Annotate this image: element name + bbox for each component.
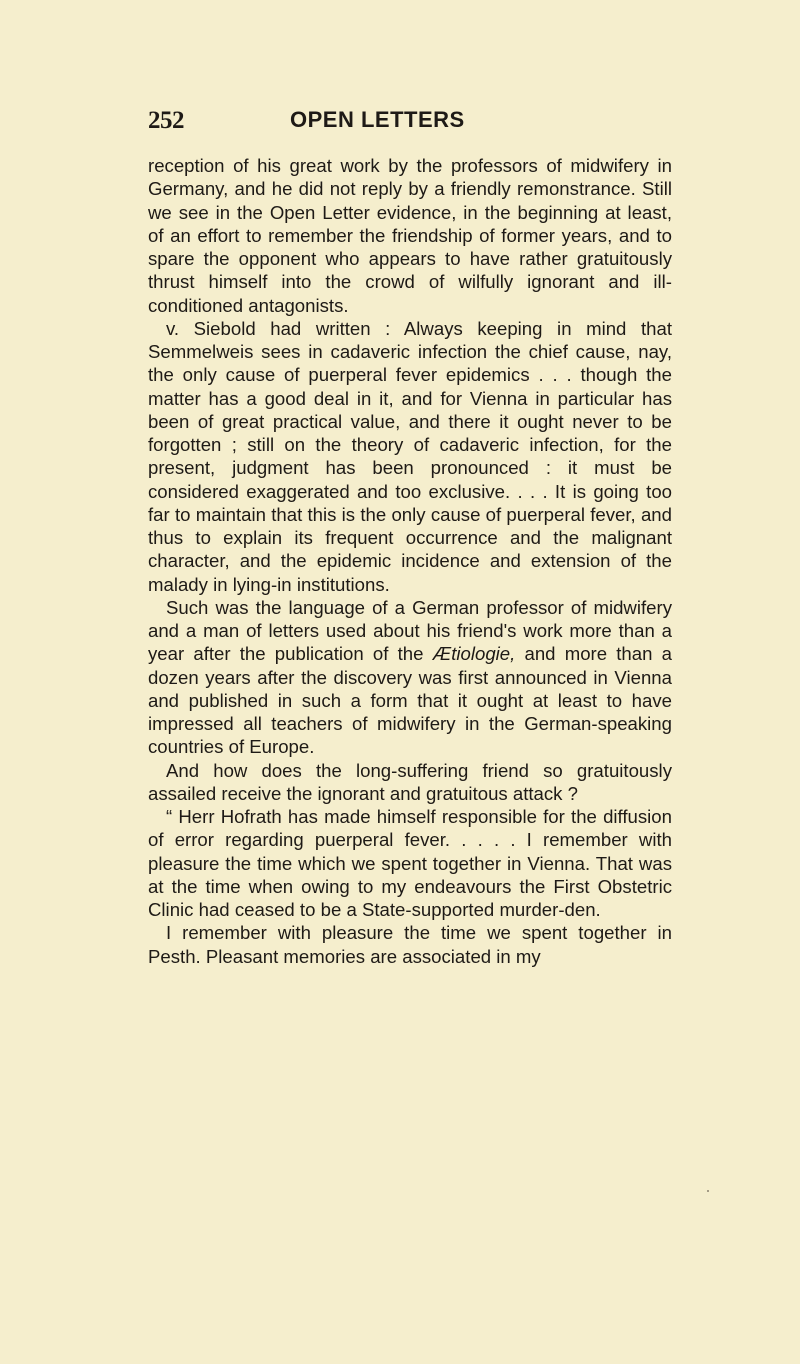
paragraph-question: And how does the long-suffering friend so gratuitously assailed receive the ignorant and gratuitous attack ? <box>148 759 672 804</box>
body-text <box>148 154 672 968</box>
paragraph-language-start: Such was the language of a German professor of midwifery and a man of letters used about his friend's work more than a year after the publication of the <box>148 596 672 665</box>
paragraph-pesth: I remember with pleasure the time we spent together in Pesth. Pleasant memories are associated in my <box>148 922 672 967</box>
paragraph-language-end: and more than a dozen years after the discovery was first announced in Vienna and published in such a form that it ought at least to have impressed all teachers of midwifery in the German-speaking countries of Europe. <box>148 643 672 758</box>
paragraph-siebold-quote: v. Siebold had written : Always keeping in mind that Semmelweis sees in cadaveric infection the chief cause, nay, the only cause of puerperal fever epidemics . . . though the matter has a good deal in it, and for Vienna in particular has been of great practical value, and there it ought never to be forgotten ; still on the theory of cadaveric infection, for the present, judgment has been pronounced : it must be considered exaggerated and too exclusive. . . . It is going too far to maintain that this is the only cause of puerperal fever, and thus to explain its frequent occurrence and the malignant character, and the epidemic incidence and extension of the malady in lying-in institutions. <box>148 317 672 595</box>
running-head: OPEN LETTERS <box>290 107 465 132</box>
paragraph-semmelweis-reply: “ Herr Hofrath has made himself responsible for the diffusion of error regarding puerperal fever. . . . . I remember with pleasure the time which we spent together in Vienna. That was at the time when owing to my endeavours the First Obstetric Clinic had ceased to be a State-supported murder-den. <box>148 806 672 920</box>
paragraph-continued: reception of his great work by the professors of midwifery in Germany, and he did not reply by a friendly remonstrance. Still we see in the Open Letter evidence, in the beginning at least, of an effort to remember the friendship of former years, and to spare the opponent who appears to have rather gratuitously thrust himself into the crowd of wilfully ignorant and ill-conditioned antagonists. <box>148 155 672 316</box>
page-number: 252 <box>148 107 184 134</box>
paragraph-language <box>148 596 672 759</box>
page-header <box>148 107 668 141</box>
book-title-aetiologie: Ætiologie, <box>432 643 516 665</box>
paper-speck <box>707 1190 709 1192</box>
